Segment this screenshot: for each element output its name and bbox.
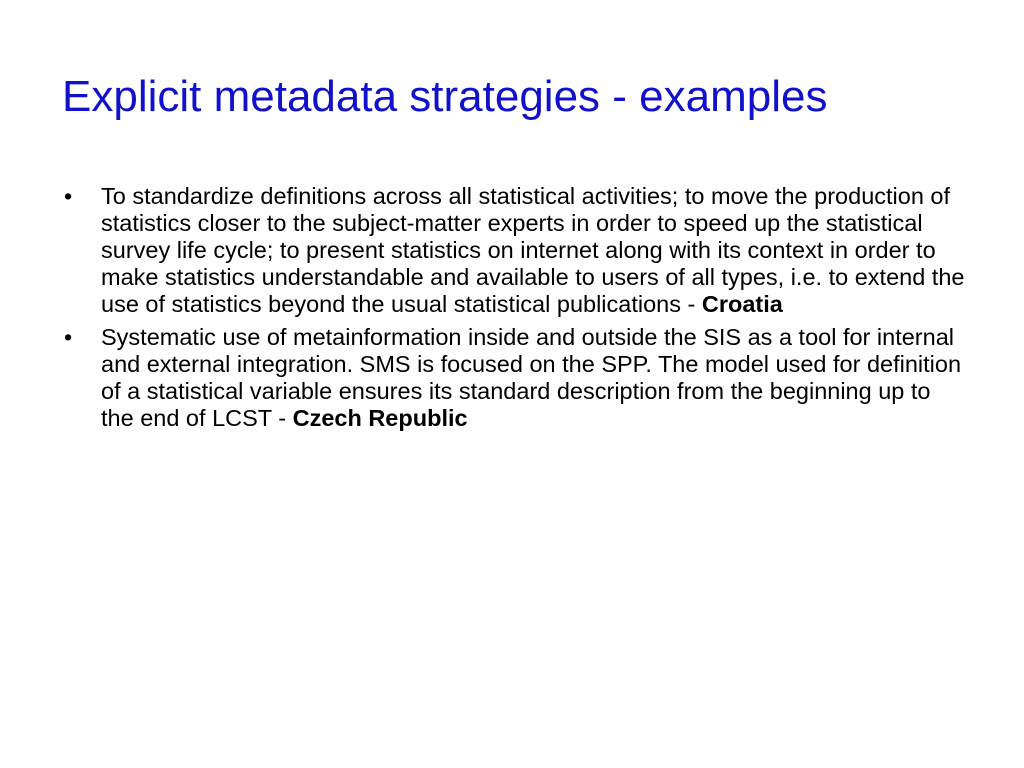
bullet-list <box>64 183 969 438</box>
country-name: Czech Republic <box>292 405 468 431</box>
bullet-text: To standardize definitions across all statistical activities; to move the production of statistics closer to the subject-matter experts in order to speed up the statistical survey life cycle; to present statistics on internet along with its context in order to make statistics understandable and available to users of all types, i.e. to extend the use of statistics beyond the usual statistical publications - <box>101 183 965 317</box>
bullet-item-czech-republic <box>64 324 969 432</box>
country-name: Croatia <box>701 291 783 317</box>
bullet-icon: • <box>64 324 73 350</box>
bullet-icon: • <box>64 183 73 209</box>
bullet-text: Systematic use of metainformation inside and outside the SIS as a tool for internal and external integration. SMS is focused on the SPP. The model used for definition of a statistical variable ensures its standard description from the beginning up to the end of LCST - <box>101 324 962 431</box>
bullet-item-croatia <box>64 183 969 318</box>
slide-title: Explicit metadata strategies - examples <box>62 72 828 121</box>
